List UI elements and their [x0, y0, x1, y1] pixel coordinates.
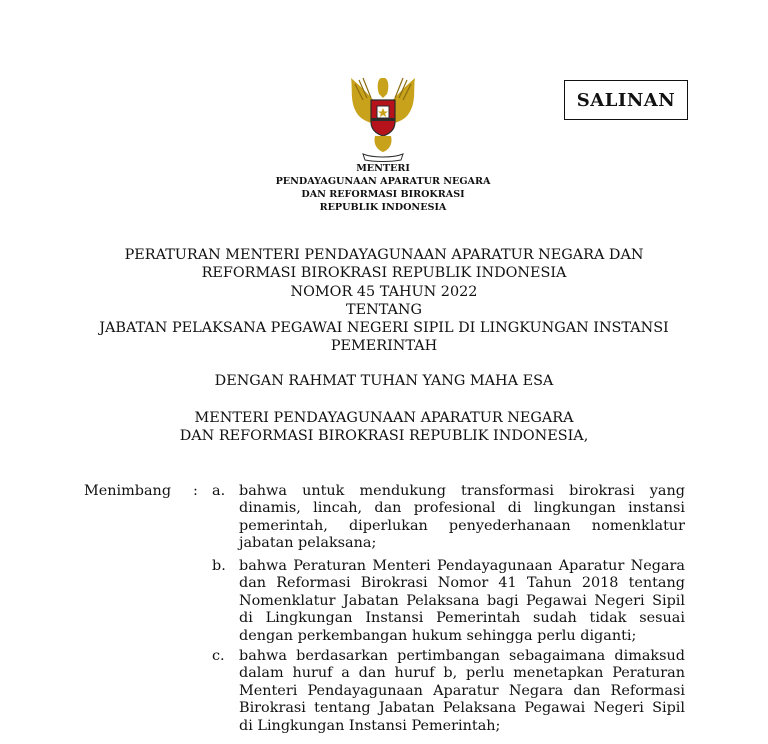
- ministry-header-line: MENTERI: [356, 163, 410, 174]
- ministry-header: [233, 162, 533, 214]
- title-line: PERATURAN MENTERI PENDAYAGUNAAN APARATUR NEGARA DAN: [124, 247, 644, 263]
- item-letter-b: b.: [212, 558, 226, 574]
- invocation: DENGAN RAHMAT TUHAN YANG MAHA ESA: [214, 373, 554, 389]
- title-line: NOMOR 45 TAHUN 2022: [290, 283, 478, 300]
- issuer-line: DAN REFORMASI BIROKRASI REPUBLIK INDONESIA,: [179, 428, 589, 444]
- item-line: dan Reformasi Birokrasi Nomor 41 Tahun 2018 tentang: [239, 575, 685, 592]
- title-line: JABATAN PELAKSANA PEGAWAI NEGERI SIPIL DI LINGKUNGAN INSTANSI: [99, 320, 669, 337]
- considering-item-c: [239, 648, 685, 735]
- ministry-header-line: DAN REFORMASI BIROKRASI: [301, 189, 465, 200]
- item-line: Nomenklatur Jabatan Pelaksana bagi Pegawai Negeri Sipil: [239, 592, 685, 609]
- item-line: di Lingkungan Instansi Pemerintah sudah tidak sesuai: [239, 610, 685, 627]
- item-line: Birokrasi tentang Jabatan Pelaksana Pegawai Negeri Sipil: [239, 700, 685, 717]
- issuer-line: MENTERI PENDAYAGUNAAN APARATUR NEGARA: [194, 410, 574, 426]
- garuda-emblem-icon: [333, 70, 433, 162]
- item-line: bahwa berdasarkan pertimbangan sebagaimana dimaksud: [239, 648, 685, 664]
- title-line: TENTANG: [346, 301, 422, 318]
- considering-colon: :: [193, 483, 198, 499]
- regulation-title: [40, 246, 728, 356]
- item-line: bahwa Peraturan Menteri Pendayagunaan Aparatur Negara: [239, 558, 685, 574]
- considering-item-a: [239, 483, 685, 553]
- item-line: dengan perkembangan hukum sehingga perlu diganti;: [239, 627, 637, 644]
- title-line: REFORMASI BIROKRASI REPUBLIK INDONESIA: [201, 265, 567, 282]
- item-line: jabatan pelaksana;: [239, 535, 377, 552]
- item-letter-a: a.: [212, 483, 226, 499]
- considering-item-b: [239, 558, 685, 645]
- item-line: bahwa untuk mendukung transformasi birokrasi yang: [239, 483, 685, 499]
- item-line: Menteri Pendayagunaan Aparatur Negara dan Reformasi: [239, 682, 685, 699]
- salinan-stamp: SALINAN: [564, 80, 688, 120]
- item-letter-c: c.: [212, 648, 225, 664]
- item-line: dinamis, lincah, dan profesional di lingkungan instansi: [239, 500, 685, 517]
- item-line: dalam huruf a dan huruf b, perlu menetapkan Peraturan: [239, 665, 685, 682]
- considering-label: Menimbang: [84, 483, 172, 499]
- item-line: pemerintah, diperlukan penyederhanaan nomenklatur: [239, 517, 685, 534]
- item-line: di Lingkungan Instansi Pemerintah;: [239, 717, 501, 734]
- ministry-header-line: REPUBLIK INDONESIA: [319, 202, 447, 213]
- ministry-header-line: PENDAYAGUNAAN APARATUR NEGARA: [275, 176, 491, 187]
- title-line: PEMERINTAH: [330, 338, 438, 355]
